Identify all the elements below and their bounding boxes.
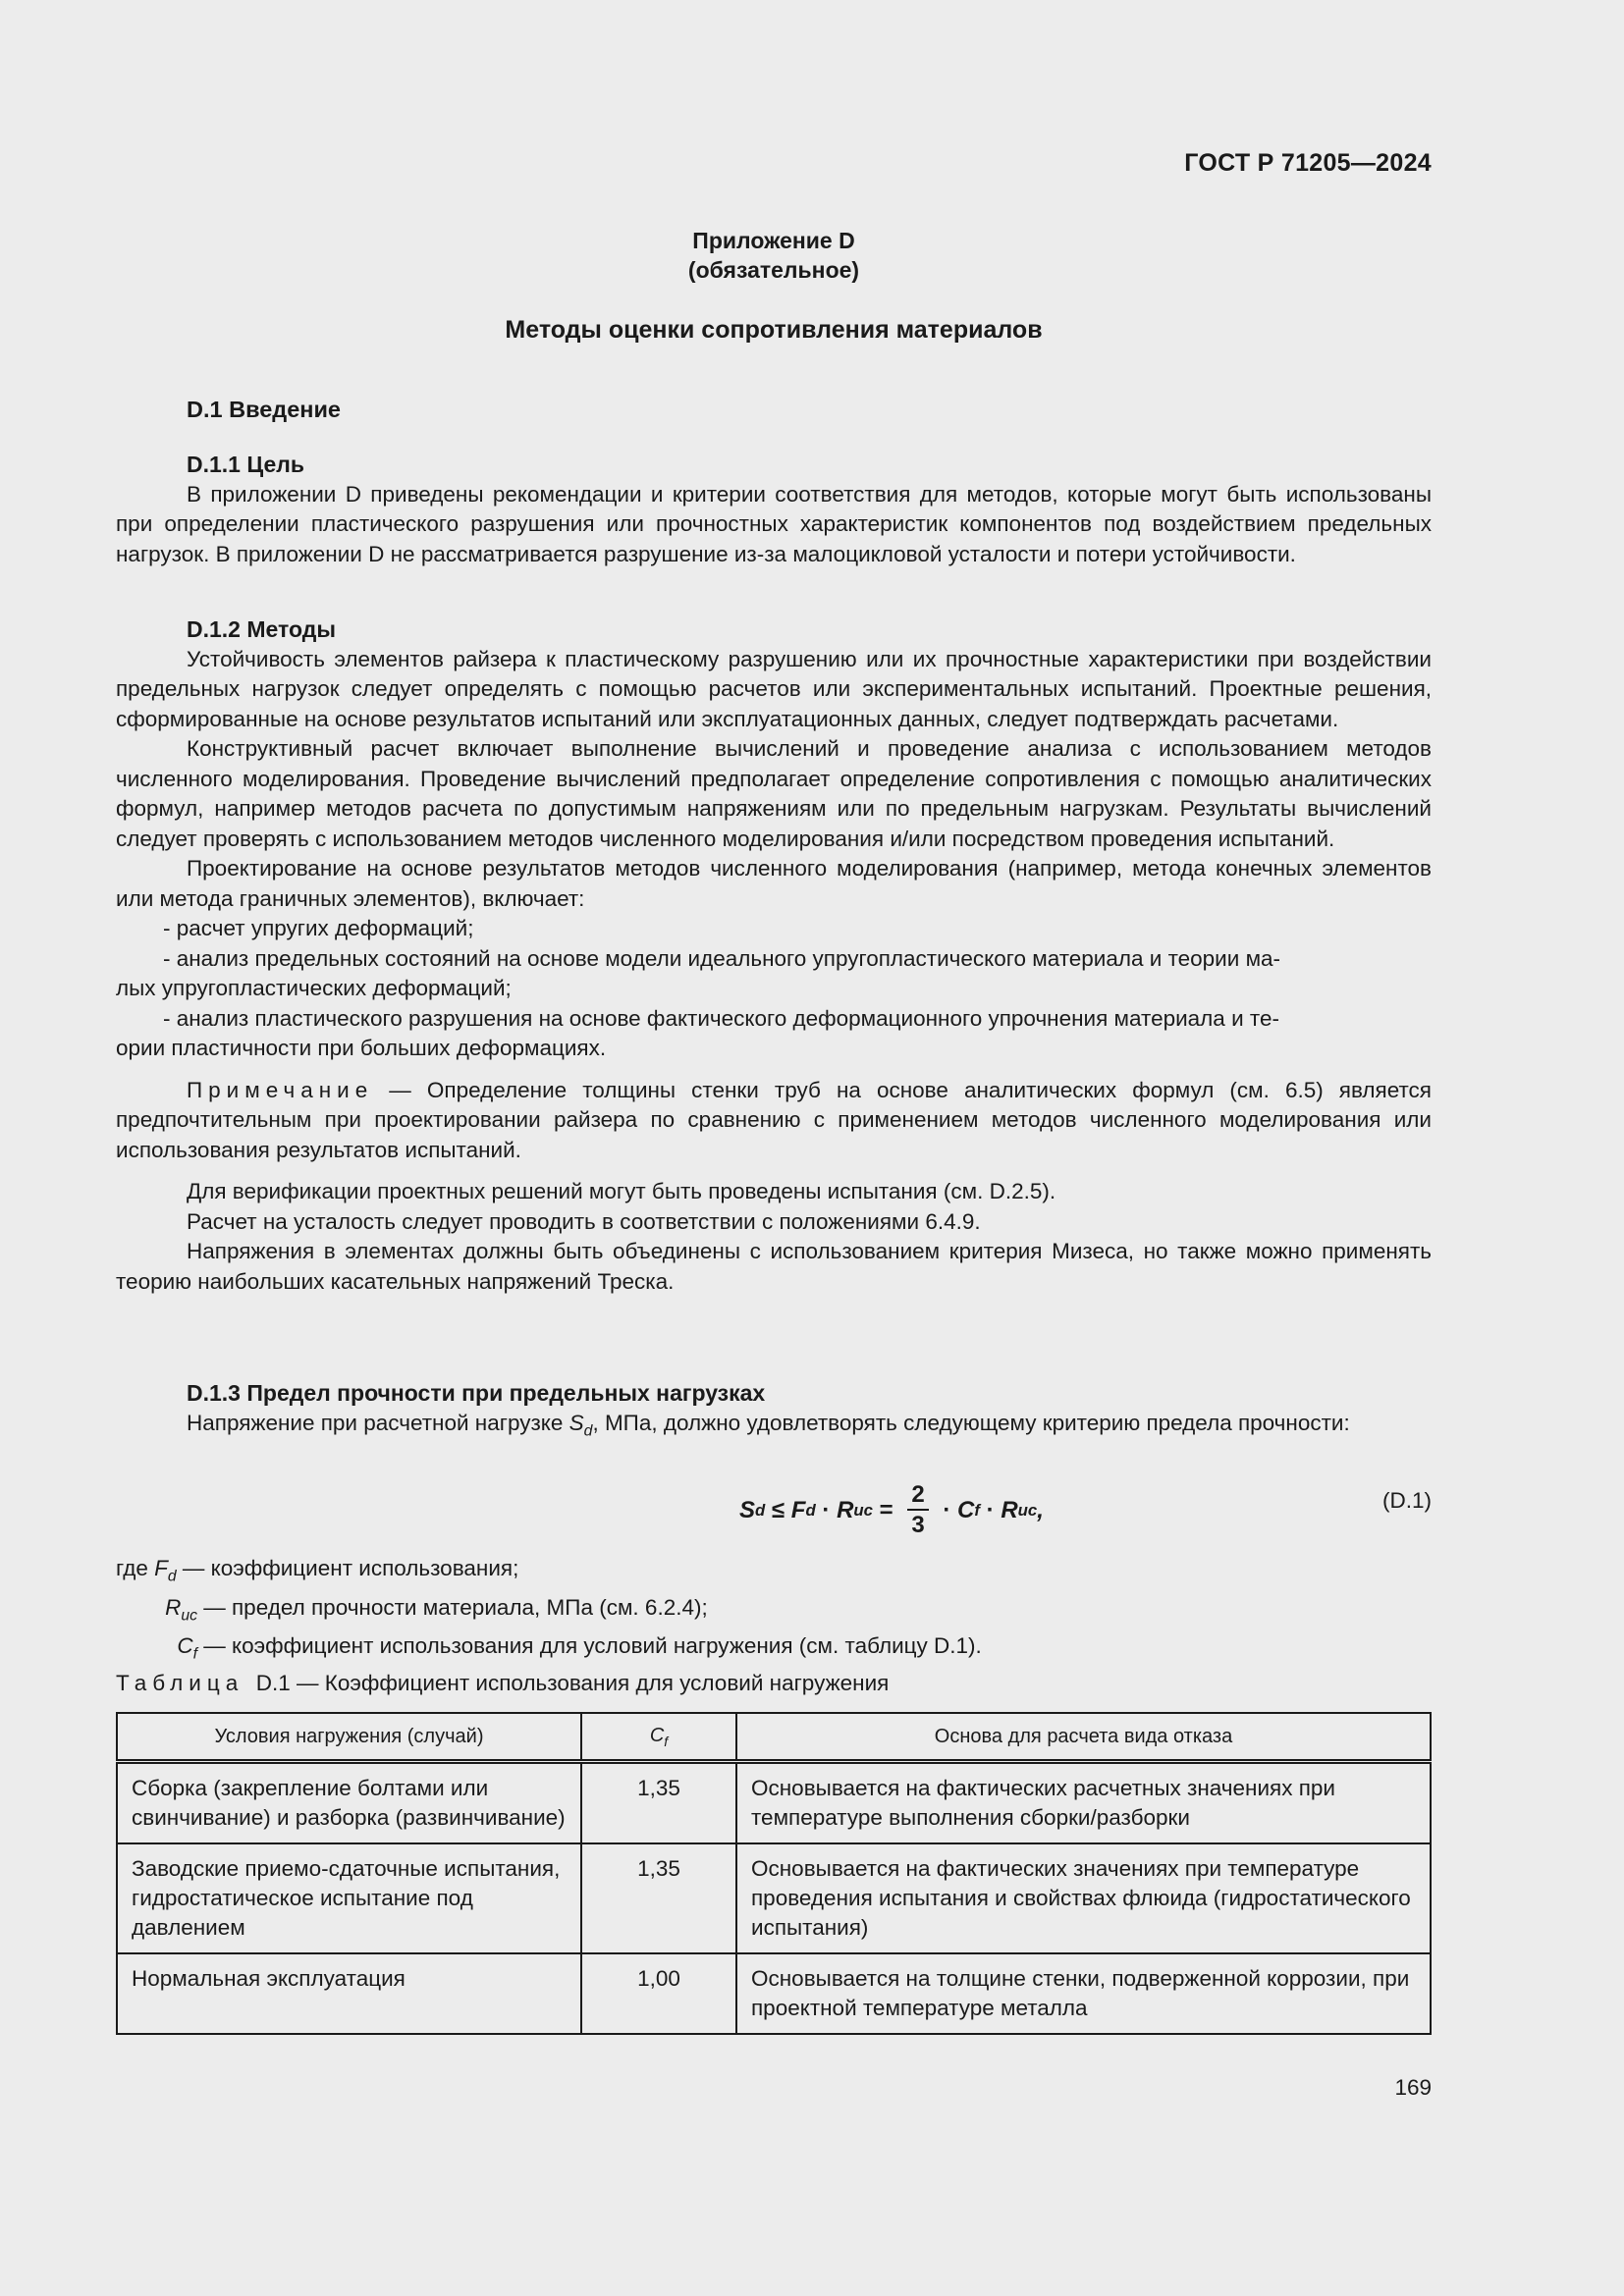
table-d1	[116, 1712, 1432, 2035]
table-cell: Заводские приемо-сдаточные испытания, гидростатическое испытание под давлением	[117, 1843, 581, 1953]
appendix-title: Методы оценки сопротивления материалов	[505, 316, 1043, 344]
standard-code: ГОСТ Р 71205—2024	[1184, 149, 1432, 177]
section-d11	[116, 450, 1432, 569]
paragraph: Конструктивный расчет включает выполнение вычислений и проведение анализа с использованием методов численного моделирования. Проведение вычислений предполагает определение сопротивления с помощью аналитических формул, например методов расчета по допустимым напряжениям или по предельным нагрузкам. Результаты вычислений следует проверять с использованием методов численного моделирования и/или посредством проведения испытаний.	[116, 736, 1432, 851]
paragraph: Устойчивость элементов райзера к пластическому разрушению или их прочностные характеристики при воздействии предельных нагрузок следует определять с помощью расчетов или экспериментальных испытаний. Проектные решения, сформированные на основе результатов испытаний или эксплуатационных данных, следует подтверждать расчетами.	[116, 646, 1432, 731]
paragraph: Проектирование на основе результатов методов численного моделирования (например, метода конечных элементов или метода граничных элементов), включает:	[116, 856, 1432, 911]
fraction: $\frac{2}{3}$	[907, 1481, 928, 1540]
table-cell: Основывается на фактических расчетных значениях при температуре выполнения сборки/разборки	[736, 1762, 1431, 1844]
appendix-status: (обязательное)	[687, 257, 860, 283]
table-cell: 1,00	[581, 1953, 736, 2034]
appendix-label: Приложение D	[692, 228, 855, 253]
table-cell: 1,35	[581, 1762, 736, 1844]
page-number: 169	[1394, 2075, 1432, 2100]
column-header: $C_f$	[581, 1713, 736, 1762]
list-item: - анализ предельных состояний на основе модели идеального упругопластического материала и теории ма-	[163, 945, 1281, 971]
section-d11-heading: D.1.1 Цель	[187, 452, 304, 477]
legend-row: $C_f$ — коэффициент использования для условий нагружения (см. таблицу D.1).	[177, 1633, 982, 1663]
table-row	[117, 1843, 1431, 1953]
section-d1-heading: D.1 Введение	[187, 397, 341, 422]
table-row	[117, 1762, 1431, 1844]
section-d13	[116, 1378, 1432, 1447]
list-item: - расчет упругих деформаций;	[163, 916, 474, 940]
section-d11-paragraph: В приложении D приведены рекомендации и критерии соответствия для методов, которые могут быть использованы при определении пластического разрушения или прочностных характеристик компонентов под воздействием предельных нагрузок. В приложении D не рассматривается разрушение из-за малоцикловой усталости и потери устойчивости.	[116, 481, 1432, 566]
paragraph: Напряжение при расчетной нагрузке $S_d$, МПа, должно удовлетворять следующему критерию предела прочности:	[187, 1410, 1350, 1439]
note-label: Примечание	[187, 1077, 374, 1102]
list-item-continuation: лых упругопластических деформаций;	[116, 976, 512, 1000]
table-header-row	[117, 1713, 1431, 1762]
column-header: Основа для расчета вида отказа	[736, 1713, 1431, 1762]
table-caption: Таблица D.1 — Коэффициент использования для условий нагружения	[116, 1671, 890, 1695]
column-header: Условия нагружения (случай)	[117, 1713, 581, 1762]
formula-legend	[116, 1553, 1432, 1670]
formula-expression: S d ≤ F d · R uc = $\frac{2}{3}$ · C f · R uc ,	[739, 1481, 1044, 1538]
legend-row: где $F_d$ — коэффициент использования;	[116, 1556, 519, 1585]
paragraph: Для верификации проектных решений могут быть проведены испытания (см. D.2.5).	[187, 1179, 1056, 1203]
formula-number: (D.1)	[1382, 1488, 1432, 1513]
formula-d1	[116, 1478, 1432, 1543]
section-d12	[116, 614, 1432, 1297]
paragraph: Напряжения в элементах должны быть объединены с использованием критерия Мизеса, но также можно применять теорию наибольших касательных напряжений Треска.	[116, 1239, 1432, 1294]
note	[116, 1076, 1432, 1166]
table-row	[117, 1953, 1431, 2034]
section-d13-heading: D.1.3 Предел прочности при предельных нагрузках	[187, 1380, 766, 1406]
table-cell: Сборка (закрепление болтами или свинчивание) и разборка (развинчивание)	[117, 1762, 581, 1844]
table-cell: Основывается на фактических значениях при температуре проведения испытания и свойствах флюида (гидростатического испытания)	[736, 1843, 1431, 1953]
section-d12-heading: D.1.2 Методы	[187, 616, 336, 642]
legend-row: $R_{uc}$ — предел прочности материала, МПа (см. 6.2.4);	[165, 1594, 708, 1624]
table-cell: 1,35	[581, 1843, 736, 1953]
list-item-continuation: ории пластичности при больших деформациях.	[116, 1036, 607, 1060]
paragraph: Расчет на усталость следует проводить в соответствии с положениями 6.4.9.	[187, 1208, 981, 1234]
note-text: — Определение толщины стенки труб на основе аналитических формул (см. 6.5) является предпочтительным при проектировании райзера по сравнению с применением методов численного моделирования или использования результатов испытаний.	[116, 1077, 1432, 1162]
list-item: - анализ пластического разрушения на основе фактического деформационного упрочнения материала и те-	[163, 1005, 1279, 1031]
appendix-heading	[116, 226, 1432, 285]
table-cell: Основывается на толщине стенки, подверженной коррозии, при проектной температуре металла	[736, 1953, 1431, 2034]
table-cell: Нормальная эксплуатация	[117, 1953, 581, 2034]
